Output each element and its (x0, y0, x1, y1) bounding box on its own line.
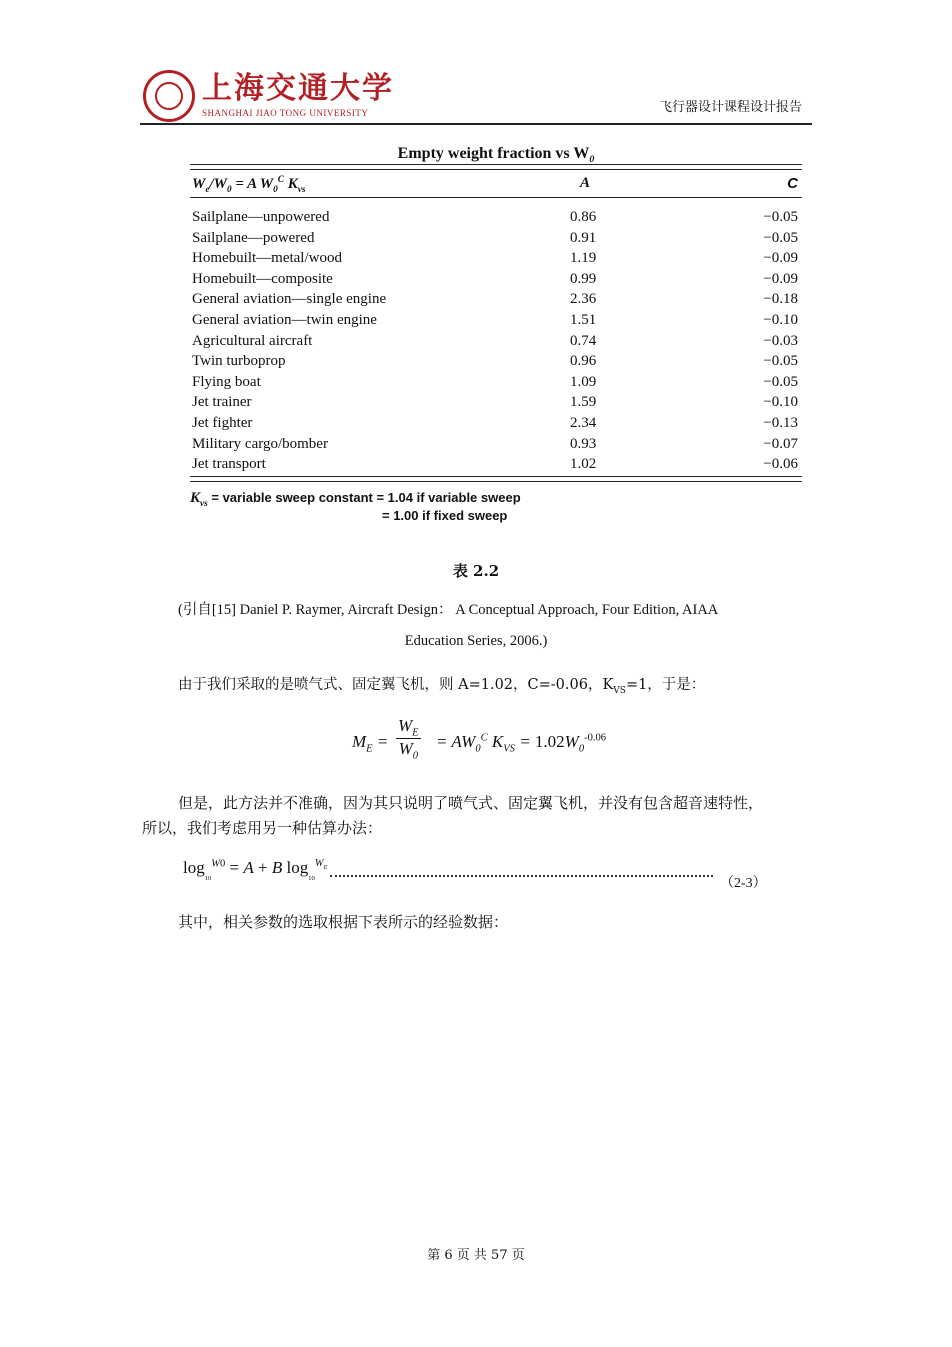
row-a: 2.34 (570, 414, 597, 431)
table-top-rule-2 (190, 169, 802, 170)
table-row (190, 228, 802, 249)
row-c: −0.18 (763, 291, 798, 308)
row-a: 1.59 (570, 394, 597, 411)
university-seal-logo (143, 70, 195, 122)
table-row (190, 351, 802, 372)
column-header-a: A (580, 175, 591, 191)
page-number: 第 6 页 共 57 页 (427, 1248, 525, 1263)
table-body (190, 207, 802, 475)
row-name: Jet trainer (192, 394, 252, 411)
citation-line-2: Education Series, 2006.) (404, 633, 548, 649)
row-name: Twin turboprop (192, 353, 286, 370)
row-a: 0.74 (570, 332, 597, 349)
formula-header: $W_e/W_0 = A$ $W_0^C$ $K_{vs}$ (192, 175, 306, 195)
row-a: 1.19 (570, 250, 597, 267)
row-c: −0.05 (763, 353, 798, 370)
table-row (190, 310, 802, 331)
equation-leader-dots (330, 863, 713, 877)
row-a: 1.09 (570, 373, 597, 390)
table-caption: 表 2.2 (452, 562, 500, 580)
table-bottom-rule-2 (190, 481, 802, 482)
row-name: Agricultural aircraft (192, 332, 313, 349)
row-a: 0.86 (570, 209, 597, 225)
row-a: 0.96 (570, 353, 597, 370)
row-a: 0.91 (570, 229, 597, 246)
row-c: −0.07 (763, 435, 798, 452)
column-header-c: C (787, 175, 798, 192)
table-row (190, 331, 802, 352)
row-c: −0.06 (763, 456, 798, 473)
table-title: Empty weight fraction vs $W_0$ (397, 145, 595, 166)
table-footnote-fixed-sweep: = 1.00 if fixed sweep (382, 508, 508, 523)
row-c: −0.05 (763, 373, 798, 390)
table-row (190, 248, 802, 269)
table-row (190, 413, 802, 434)
row-c: −0.09 (763, 250, 798, 267)
report-header-title: 飞行器设计课程设计报告 (658, 100, 802, 115)
row-a: 2.36 (570, 291, 597, 308)
university-name-cn: 上海交通大学 (202, 71, 394, 106)
paragraph-parameters: 由于我们采取的是喷气式、固定翼飞机，则 A=1.02，C=-0.06，$K_{VS}=1$，于是： (178, 677, 706, 696)
university-name-en: SHANGHAI JIAO TONG UNIVERSITY (202, 108, 369, 118)
row-name: Homebuilt—composite (192, 270, 333, 287)
table-row (190, 269, 802, 290)
row-name: General aviation—single engine (192, 291, 387, 308)
equation-number: （2-3） (720, 876, 767, 891)
row-c: −0.13 (763, 414, 798, 431)
citation-line-1: (引自[15] Daniel P. Raymer, Aircraft Design： A Conceptual Approach, Four Edition, AIAA (178, 602, 719, 618)
table-row (190, 454, 802, 475)
row-c: −0.05 (763, 209, 798, 225)
table-row (190, 434, 802, 455)
row-c: −0.10 (763, 311, 798, 328)
table-row (190, 392, 802, 413)
equation-log: $\log_{_{10}}^{W0} = A + B$ $\log_{_{10}}^{W_E}$ (183, 858, 328, 883)
row-c: −0.05 (763, 229, 798, 246)
table-top-rule-1 (190, 164, 802, 165)
row-a: 0.99 (570, 270, 597, 287)
equation-empty-weight: $M_E$ = $\frac{W_E}{W_0}$ = $AW_0^C$ $K_{VS} = 1.02W_0^{-0.06}$ (352, 716, 607, 762)
row-a: 1.02 (570, 456, 597, 473)
table-header-rule (190, 197, 802, 198)
table-bottom-rule-1 (190, 476, 802, 477)
table-header-row (190, 175, 802, 197)
row-a: 1.51 (570, 311, 597, 328)
paragraph-next-table: 其中，相关参数的选取根据下表所示的经验数据： (178, 913, 509, 931)
table-row (190, 289, 802, 310)
paragraph-alternative: 所以，我们考虑用另一种估算办法： (142, 819, 383, 837)
paragraph-inaccuracy: 但是，此方法并不准确，因为其只说明了喷气式、固定翼飞机，并没有包含超音速特性， (178, 794, 764, 812)
table-row (190, 372, 802, 393)
row-name: Sailplane—powered (192, 229, 315, 246)
row-name: General aviation—twin engine (192, 311, 377, 328)
row-c: −0.10 (763, 394, 798, 411)
row-c: −0.03 (763, 332, 798, 349)
table-footnote-variable-sweep: $K_{vs}$ = variable sweep constant = 1.04 if variable sweep (190, 490, 521, 509)
row-name: Jet fighter (192, 414, 253, 431)
row-name: Military cargo/bomber (192, 435, 328, 452)
row-name: Flying boat (192, 373, 261, 390)
row-name: Homebuilt—metal/wood (192, 250, 342, 267)
table-row (190, 207, 802, 228)
row-name: Jet transport (192, 456, 266, 473)
header-divider (140, 123, 812, 125)
row-a: 0.93 (570, 435, 597, 452)
row-c: −0.09 (763, 270, 798, 287)
row-name: Sailplane—unpowered (192, 209, 330, 225)
